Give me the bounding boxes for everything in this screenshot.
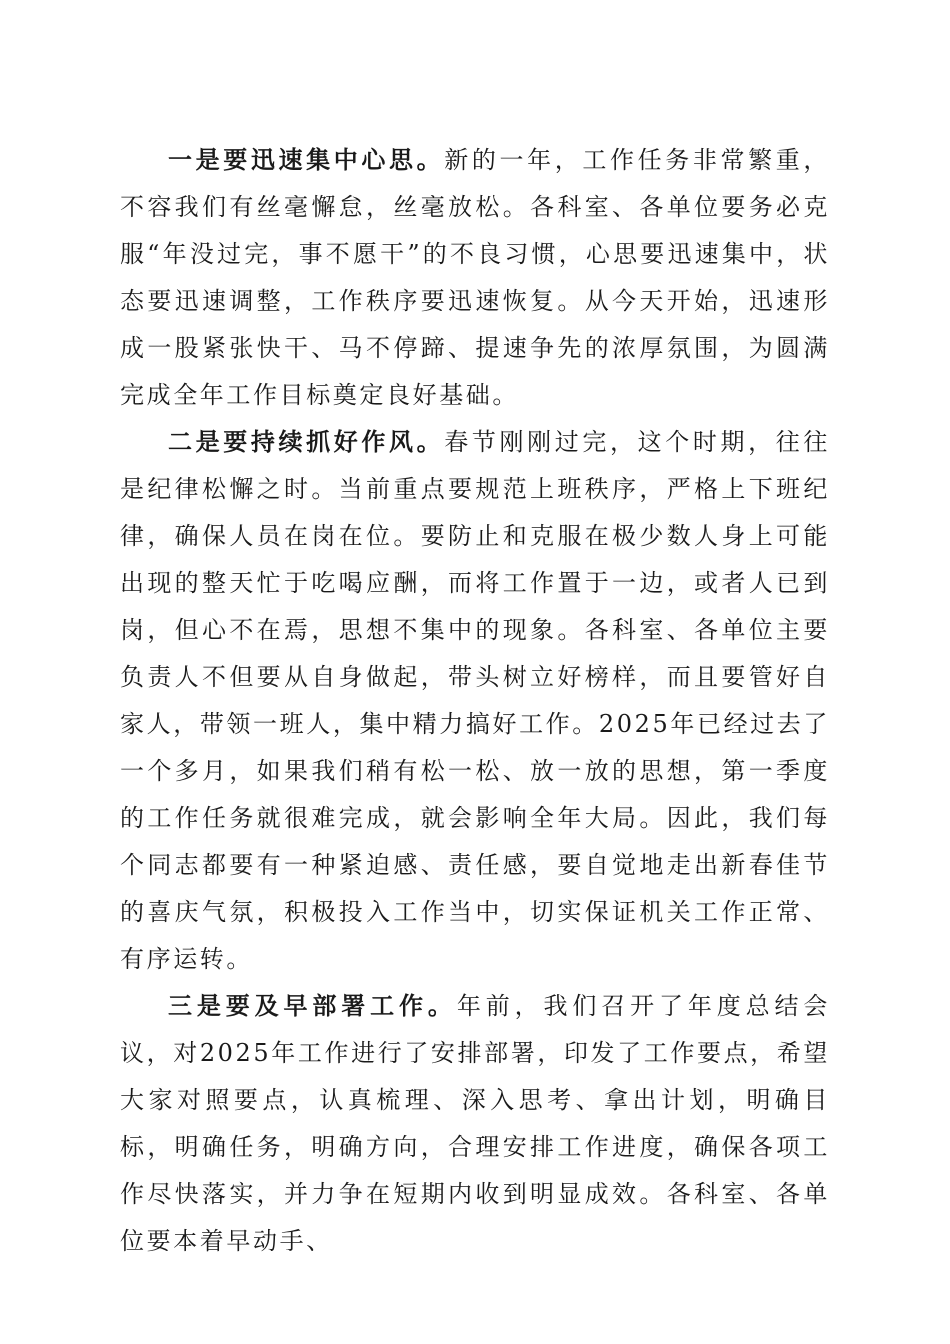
paragraph-3-heading: 三是要及早部署工作。 bbox=[168, 992, 457, 1020]
document-body bbox=[120, 137, 830, 1265]
paragraph-2-text: 春节刚刚过完，这个时期，往往是纪律松懈之时。当前重点要规范上班秩序，严格上下班纪律，确保人员在岗在位。要防止和克服在极少数人身上可能出现的整天忙于吃喝应酬，而将工作置于一边，或者人已到岗，但心不在焉，思想不集中的现象。各科室、各单位主要负责人不但要从自身做起，带头树立好榜样，而且要管好自家人，带领一班人，集中精力搞好工作。2025年已经过去了一个多月，如果我们稍有松一松、放一放的思想，第一季度的工作任务就很难完成，就会影响全年大局。因此，我们每个同志都要有一种紧迫感、责任感，要自觉地走出新春佳节的喜庆气氛，积极投入工作当中，切实保证机关工作正常、有序运转。 bbox=[120, 428, 831, 973]
paragraph-3-text: 年前，我们召开了年度总结会议，对2025年工作进行了安排部署，印发了工作要点，希望大家对照要点，认真梳理、深入思考、拿出计划，明确目标，明确任务，明确方向，合理安排工作进度，确保各项工作尽快落实，并力争在短期内收到明显成效。各科室、各单位要本着早动手、 bbox=[120, 992, 830, 1255]
paragraph-1 bbox=[120, 137, 830, 419]
paragraph-2 bbox=[120, 419, 830, 983]
paragraph-2-heading: 二是要持续抓好作风。 bbox=[168, 428, 445, 456]
paragraph-1-text: 新的一年，工作任务非常繁重，不容我们有丝毫懈怠，丝毫放松。各科室、各单位要务必克服“年没过完，事不愿干”的不良习惯，心思要迅速集中，状态要迅速调整，工作秩序要迅速恢复。从今天开始，迅速形成一股紧张快干、马不停蹄、提速争先的浓厚氛围，为圆满完成全年工作目标奠定良好基础。 bbox=[120, 146, 831, 409]
paragraph-3 bbox=[120, 983, 830, 1265]
paragraph-1-heading: 一是要迅速集中心思。 bbox=[168, 146, 445, 174]
